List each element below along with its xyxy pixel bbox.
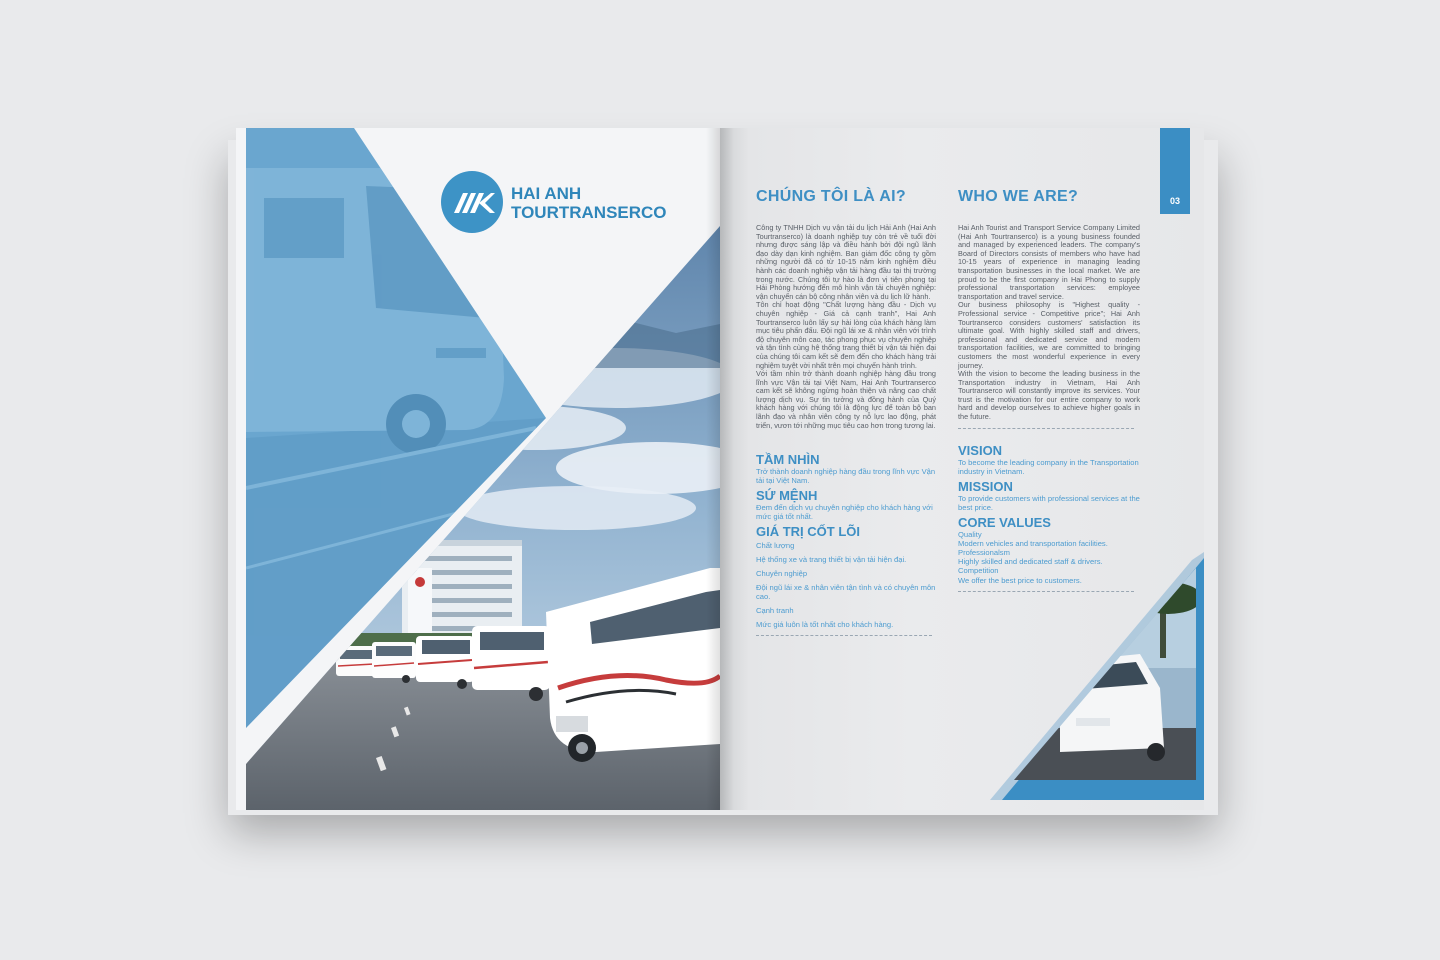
- paragraph: Với tầm nhìn trở thành doanh nghiệp hàng đầu trong lĩnh vực Vận tải tại Việt Nam, Hai Anh Tourtranserco cam kết sẽ không ngừng hoàn thiện và nâng cao chất lượng dịch vụ. Sự tin tưởng và đồng hành của Quý khách hàng với chúng tôi là động lực để toàn bộ ban lãnh đạo và nhân viên công ty nỗ lực lao động, phát triển, vươn tới những mục tiêu cao hơn trong tương lai.: [756, 369, 936, 430]
- paragraph: Công ty TNHH Dịch vụ vận tải du lịch Hải Anh (Hai Anh Tourtranserco) là doanh nghiệp tuy còn trẻ về tuổi đời nhưng được sáng lập và điều hành bởi đội ngũ lãnh đạo dày dạn kinh nghiệm. Ban giám đốc công ty gồm những người đã có từ 10-15 năm kinh nghiệm điều hành các doanh nghiệp vận tải hàng đầu tại thị trường trong nước. Chúng tôi tự hào là đơn vị tiên phong tại Hải Phòng hướng đến mô hình vận tải chuyên nghiệp: vận chuyển cán bộ công nhân viên và du lịch lữ hành.: [756, 223, 936, 301]
- left-page: [236, 128, 720, 810]
- vision-heading-vi: TẦM NHÌN: [756, 452, 820, 468]
- brand-line-2: TOURTRANSERCO: [511, 203, 667, 222]
- list-item: Đội ngũ lái xe & nhân viên tận tình và có chuyên môn cao.: [756, 583, 936, 602]
- list-item: Professionalsm: [958, 548, 1010, 558]
- company-logo: [441, 171, 503, 233]
- list-item: Modern vehicles and transportation facilities.: [958, 538, 1108, 548]
- vision-text-vi: Trở thành doanh nghiệp hàng đầu trong lĩnh vực Vận tải tại Việt Nam.: [756, 467, 936, 486]
- core-values-heading-vi: GIÁ TRỊ CỐT LÕI: [756, 524, 860, 540]
- dashed-divider: [756, 635, 932, 636]
- paragraph: Hai Anh Tourist and Transport Service Company Limited (Hai Anh Tourtranserco) is a young business founded and managed by experienced leaders. The company's Board of Directors consists of members who have had 10-15 years of experience in managing leading transportation businesses in the local market. We are proud to be the first company in Hai Phong to supply professional transportation services: employee transportation and travel service.: [958, 223, 1140, 301]
- heading-who-we-are-en: WHO WE ARE?: [958, 188, 1079, 205]
- list-item: Competition: [958, 566, 999, 576]
- list-item: Highly skilled and dedicated staff & drivers.: [958, 557, 1103, 567]
- brochure-spread: [236, 128, 1204, 810]
- list-item: Chuyên nghiệp: [756, 569, 808, 579]
- dashed-divider: [958, 591, 1134, 592]
- vision-text-en: To become the leading company in the Transportation industry in Vietnam.: [958, 457, 1139, 476]
- list-item: Cạnh tranh: [756, 606, 794, 616]
- list-item: Chất lượng: [756, 541, 795, 551]
- vietnamese-column: [756, 188, 936, 636]
- brand-name: [511, 184, 711, 222]
- core-values-heading-en: CORE VALUES: [958, 514, 1051, 530]
- vision-heading-en: VISION: [958, 442, 1003, 458]
- list-item: We offer the best price to customers.: [958, 575, 1082, 585]
- list-item: Hệ thống xe và trang thiết bị vận tải hiện đại.: [756, 555, 907, 565]
- mission-text-en: To provide customers with professional services at the best price.: [958, 493, 1140, 512]
- mission-text-vi: Đem đến dịch vụ chuyên nghiệp cho khách hàng với mức giá tốt nhất.: [756, 503, 933, 522]
- english-column: [958, 188, 1140, 592]
- core-values-list-vi: [756, 541, 936, 629]
- logo-mark-icon: [441, 171, 503, 233]
- mission-heading-vi: SỨ MỆNH: [756, 488, 818, 504]
- page-number: 03: [1169, 196, 1180, 206]
- paragraph: Our business philosophy is "Highest quality - Professional service - Competitive price"; Hai Anh Tourtranserco considers customers' satisfaction its ultimate goal. With highly skilled staff and drivers, professional and dedicated service and modern transportation facilities, we are committed to bringing customers the most wonderful experience in every journey.: [958, 300, 1140, 370]
- heading-who-we-are-vi: CHÚNG TÔI LÀ AI?: [756, 188, 906, 205]
- brand-line-1: HAI ANH: [511, 184, 582, 203]
- mission-heading-en: MISSION: [958, 478, 1013, 494]
- intro-text-en: [958, 224, 1140, 422]
- core-values-list-en: [958, 530, 1140, 585]
- list-item: Mức giá luôn là tốt nhất cho khách hàng.: [756, 620, 894, 630]
- list-item: Quality: [958, 529, 982, 539]
- right-page: [720, 128, 1204, 810]
- paragraph: Tôn chỉ hoạt động "Chất lượng hàng đầu - Dịch vụ chuyên nghiệp - Giá cả cạnh tranh", Hai Anh Tourtranserco luôn lấy sự hài lòng của khách hàng làm mục tiêu phấn đấu. Đội ngũ lái xe & nhân viên với trình độ chuyên môn cao, tác phong phục vụ chuyên nghiệp và tận tình cùng hệ thống trang thiết bị vận tải hiện đại của chúng tôi cam kết sẽ đem đến cho khách hàng trải nghiệm tuyệt vời nhất trên mọi chuyến hành trình.: [756, 300, 936, 370]
- intro-text-vi: [756, 224, 936, 430]
- page-number-tab: [1160, 128, 1190, 214]
- paragraph: With the vision to become the leading business in the Transportation industry in Vietnam, Hai Anh Tourtranserco will constantly improve its services. Your trust is the motivation for our entire company to work hard and develop ourselves to achieve higher goals in the future.: [958, 369, 1140, 422]
